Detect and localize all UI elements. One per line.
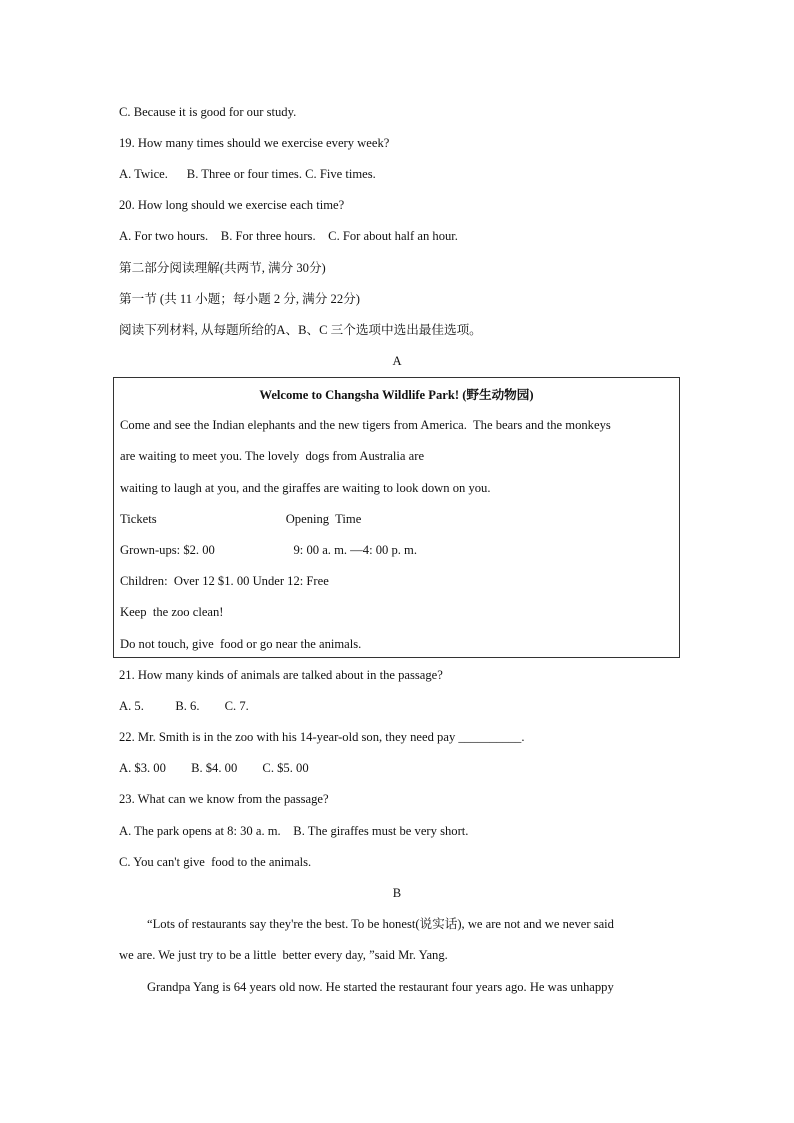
line-q18c: C. Because it is good for our study. [119, 105, 297, 119]
question-21: 21. How many kinds of animals are talked about in the passage? [119, 668, 443, 682]
instructions: 阅读下列材料, 从每题所给的A、B、C 三个选项中选出最佳选项。 [119, 323, 482, 337]
notice-line: are waiting to meet you. The lovely dogs from Australia are [120, 449, 425, 463]
options-20: A. For two hours. B. For three hours. C. For about half an hour. [119, 229, 458, 243]
options-21: A. 5. B. 6. C. 7. [119, 699, 249, 713]
passage-b-line: “Lots of restaurants say they're the best. To be honest(说实话), we are not and we never said [147, 917, 614, 931]
notice-line: Come and see the Indian elephants and the new tigers from America. The bears and the monkeys [120, 418, 611, 432]
part-two-heading: 第二部分阅读理解(共两节, 满分 30分) [119, 261, 326, 275]
options-23-c: C. You can't give food to the animals. [119, 855, 312, 869]
options-22: A. $3. 00 B. $4. 00 C. $5. 00 [119, 761, 309, 775]
notice-line: Do not touch, give food or go near the animals. [120, 637, 362, 651]
options-19: A. Twice. B. Three or four times. C. Five times. [119, 167, 376, 181]
question-22: 22. Mr. Smith is in the zoo with his 14-year-old son, they need pay __________. [119, 730, 525, 744]
notice-title: Welcome to Changsha Wildlife Park! (野生动物园) [259, 388, 534, 402]
options-23: A. The park opens at 8: 30 a. m. B. The giraffes must be very short. [119, 824, 469, 838]
question-23: 23. What can we know from the passage? [119, 792, 329, 806]
notice-line: Tickets Opening Time [120, 512, 362, 526]
notice-line: Keep the zoo clean! [120, 605, 224, 619]
notice-line: waiting to laugh at you, and the giraffes are waiting to look down on you. [120, 481, 491, 495]
passage-b-line: Grandpa Yang is 64 years old now. He started the restaurant four years ago. He was unhappy [147, 980, 614, 994]
notice-line: Grown-ups: $2. 00 9: 00 a. m. —4: 00 p. m. [120, 543, 417, 557]
section-b-label: B [392, 886, 402, 900]
notice-line: Children: Over 12 $1. 00 Under 12: Free [120, 574, 329, 588]
section-one-heading: 第一节 (共 11 小题；每小题 2 分, 满分 22分) [119, 292, 360, 306]
question-20: 20. How long should we exercise each time? [119, 198, 345, 212]
question-19: 19. How many times should we exercise every week? [119, 136, 390, 150]
section-a-label: A [392, 354, 402, 368]
passage-b-line: we are. We just try to be a little better every day, ”said Mr. Yang. [119, 948, 448, 962]
notice-box [113, 377, 680, 658]
